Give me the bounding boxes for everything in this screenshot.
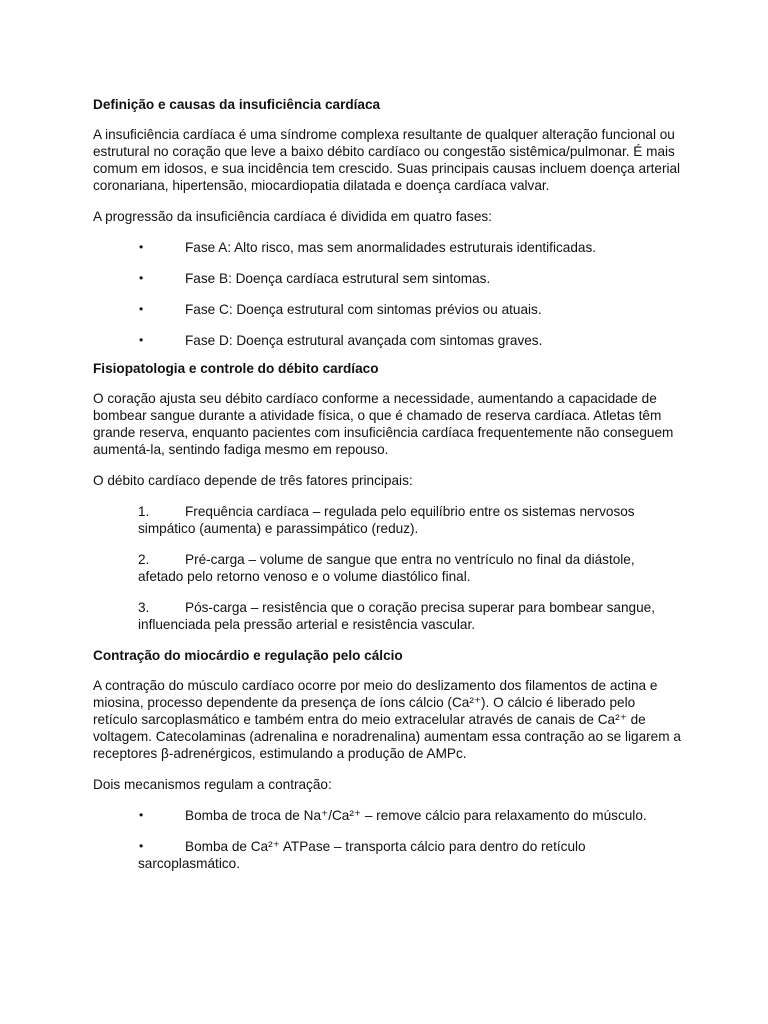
bullet-marker: •: [139, 271, 144, 285]
section-heading: Fisiopatologia e controle do débito cardíaco: [93, 361, 379, 376]
list-item: [93, 332, 683, 349]
paragraph: Dois mecanismos regulam a contração:: [93, 777, 332, 792]
paragraph: O débito cardíaco depende de três fatores principais:: [93, 473, 413, 488]
paragraph: A contração do músculo cardíaco ocorre por meio do deslizamento dos filamentos de actina e miosina, processo dependente da presença de íons cálcio (Ca²⁺). O cálcio é liberado pelo retículo sarcoplasmático e também entra do meio extracelular através de canais de Ca²⁺ de voltagem. Catecolaminas (adrenalina e noradrenalina) aumentam essa contração ao se ligarem a receptores β-adrenérgicos, estimulando a produção de AMPc.: [93, 678, 681, 761]
list-item: [93, 551, 683, 585]
list-item: [93, 239, 683, 256]
bullet-marker: •: [139, 302, 144, 316]
list-item: [93, 270, 683, 287]
list-item: [93, 807, 683, 824]
paragraph: A progressão da insuficiência cardíaca é dividida em quatro fases:: [93, 209, 492, 224]
mechanism-list: [93, 807, 683, 872]
section-contraction: [93, 647, 683, 872]
list-item-text: Bomba de troca de Na⁺/Ca²⁺ – remove cálcio para relaxamento do músculo.: [185, 808, 647, 823]
section-heading: Definição e causas da insuficiência cardíaca: [93, 97, 381, 112]
list-item: [93, 838, 683, 872]
factor-list: [93, 503, 683, 633]
bullet-marker: •: [139, 808, 144, 822]
document-body: [93, 96, 683, 886]
phase-list: [93, 239, 683, 349]
paragraph: A insuficiência cardíaca é uma síndrome complexa resultante de qualquer alteração funcional ou estrutural no coração que leve a baixo débito cardíaco ou congestão sistêmica/pulmonar. É mais comum em idosos, e sua incidência tem crescido. Suas principais causas incluem doença arterial coronariana, hipertensão, miocardiopatia dilatada e doença cardíaca valvar.: [93, 127, 681, 193]
list-item-text: Fase B: Doença cardíaca estrutural sem sintomas.: [185, 271, 491, 286]
bullet-marker: •: [139, 839, 144, 853]
section-definition: [93, 96, 683, 349]
section-physiopathology: [93, 360, 683, 633]
list-item-text: Bomba de Ca²⁺ ATPase – transporta cálcio para dentro do retículo sarcoplasmático.: [138, 839, 586, 871]
list-item: [93, 503, 683, 537]
list-item-text: Fase C: Doença estrutural com sintomas prévios ou atuais.: [185, 302, 542, 317]
number-marker: 2.: [138, 552, 150, 567]
bullet-marker: •: [139, 333, 144, 347]
list-item-text: Pré-carga – volume de sangue que entra no ventrículo no final da diástole, afetado pelo retorno venoso e o volume diastólico final.: [138, 552, 635, 584]
paragraph: O coração ajusta seu débito cardíaco conforme a necessidade, aumentando a capacidade de bombear sangue durante a atividade física, o que é chamado de reserva cardíaca. Atletas têm grande reserva, enquanto pacientes com insuficiência cardíaca frequentemente não conseguem aumentá-la, sentindo fadiga mesmo em repouso.: [93, 391, 674, 457]
list-item-text: Fase D: Doença estrutural avançada com sintomas graves.: [185, 333, 543, 348]
list-item: [93, 301, 683, 318]
number-marker: 3.: [138, 600, 150, 615]
section-heading: Contração do miocárdio e regulação pelo cálcio: [93, 648, 403, 663]
number-marker: 1.: [138, 504, 150, 519]
list-item-text: Frequência cardíaca – regulada pelo equilíbrio entre os sistemas nervosos simpático (aumenta) e parassimpático (reduz).: [138, 504, 635, 536]
list-item-text: Fase A: Alto risco, mas sem anormalidades estruturais identificadas.: [185, 240, 597, 255]
list-item: [93, 599, 683, 633]
list-item-text: Pós-carga – resistência que o coração precisa superar para bombear sangue, influenciada pela pressão arterial e resistência vascular.: [138, 600, 656, 632]
bullet-marker: •: [139, 240, 144, 254]
